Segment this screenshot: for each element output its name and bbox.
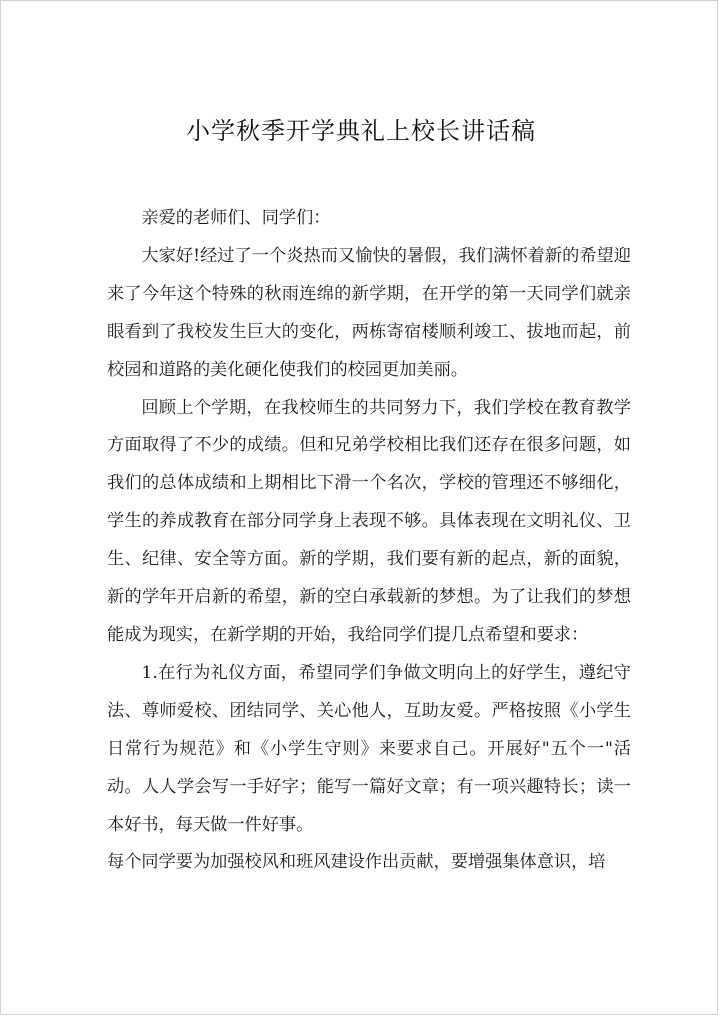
salutation-paragraph: 亲爱的老师们、同学们：	[141, 208, 331, 228]
document-title: 小学秋季开学典礼上校长讲话稿	[186, 117, 536, 145]
greeting-paragraph: 大家好!经过了一个炎热而又愉快的暑假，我们满怀着新的希望迎来了今年这个特殊的秋雨连绵的新学期，在开学的第一天同学们就亲眼看到了我校发生巨大的变化，两栋寄宿楼顺利竣工、拔地而起，前校园和道路的美化硬化使我们的校园更加美丽。	[107, 245, 631, 380]
requirement-1-paragraph: 1.在行为礼仪方面，希望同学们争做文明向上的好学生，遵纪守法、尊师爱校、团结同学、关心他人，互助友爱。严格按照《小学生日常行为规范》和《小学生守则》来要求自己。开展好"五个一"活动。人人学会写一手好字；能写一篇好文章；有一项兴趣特长；读一本好书，每天做一件好事。	[107, 662, 631, 835]
document-body	[107, 200, 631, 882]
continuation-paragraph: 每个同学要为加强校风和班风建设作出贡献，要增强集体意识，培	[107, 852, 606, 873]
review-paragraph: 回顾上个学期，在我校师生的共同努力下，我们学校在教育教学方面取得了不少的成绩。但和兄弟学校相比我们还存在很多问题，如我们的总体成绩和上期相比下滑一个名次，学校的管理还不够细化，学生的养成教育在部分同学身上表现不够。具体表现在文明礼仪、卫生、纪律、安全等方面。新的学期，我们要有新的起点，新的面貌，新的学年开启新的希望，新的空白承载新的梦想。为了让我们的梦想能成为现实，在新学期的开始，我给同学们提几点希望和要求：	[107, 397, 631, 645]
